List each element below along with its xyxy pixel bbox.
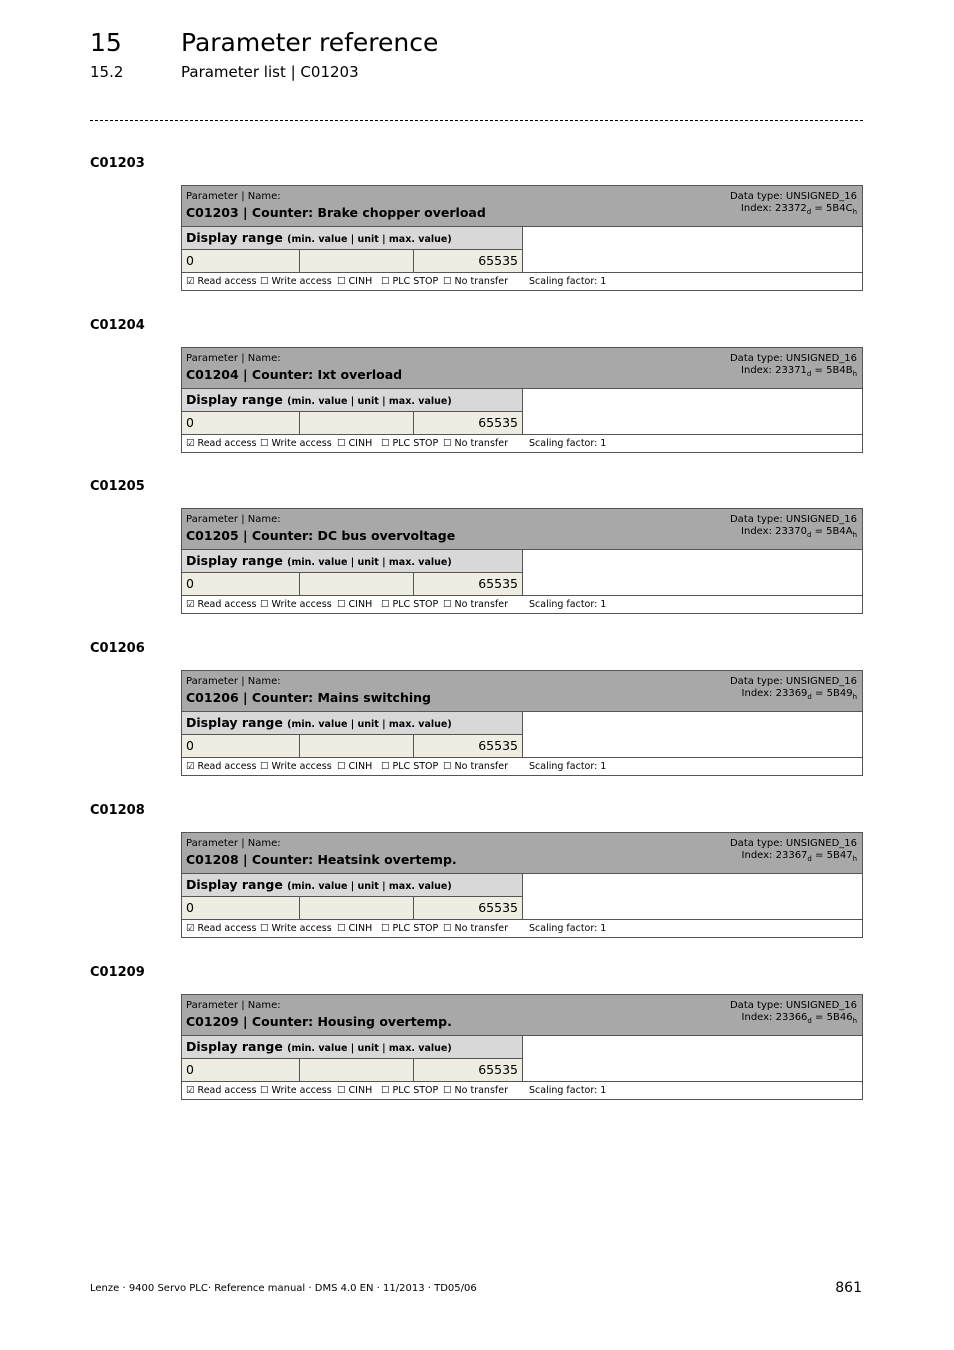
index-info: Index: $23367_d = 5B47_h$ (741, 850, 857, 863)
param-name-label: Parameter | Name: (186, 514, 281, 525)
index-decimal: Index: 23366 (741, 1012, 808, 1023)
parameter-table (181, 508, 863, 614)
plc-stop-flag: ☐ PLC STOP (381, 1085, 439, 1096)
cinh-flag: ☐ CINH (337, 438, 373, 449)
parameter-block (0, 641, 954, 803)
min-value: 0 (182, 250, 300, 272)
parameter-heading: C01206 (90, 641, 145, 656)
index-hex: = 5B4C (811, 203, 853, 214)
display-range-sublabel: (min. value | unit | max. value) (287, 1043, 452, 1054)
data-type: Data type: UNSIGNED_16 (729, 353, 857, 364)
write-access-flag: ☐ Write access (260, 599, 332, 610)
display-range-label: Display range (186, 1039, 283, 1054)
unit-value (300, 250, 414, 272)
index-decimal: Index: 23370 (741, 526, 807, 537)
scaling-factor: Scaling factor: 1 (529, 276, 607, 287)
display-range-sublabel: (min. value | unit | max. value) (287, 557, 452, 568)
cinh-flag: ☐ CINH (337, 761, 373, 772)
parameter-block (0, 965, 954, 1127)
cinh-flag: ☐ CINH (337, 1085, 373, 1096)
index-info: Index: $23366_d = 5B46_h$ (741, 1012, 857, 1025)
param-name-label: Parameter | Name: (186, 353, 281, 364)
write-access-flag: ☐ Write access (260, 761, 332, 772)
scaling-factor: Scaling factor: 1 (529, 923, 607, 934)
index-decimal: Index: 23369 (741, 688, 808, 699)
parameter-header-row (182, 186, 862, 227)
no-transfer-flag: ☐ No transfer (443, 1085, 508, 1096)
max-value: 65535 (414, 735, 523, 757)
parameter-name: C01205 | Counter: DC bus overvoltage (186, 528, 456, 543)
max-value: 65535 (414, 897, 523, 919)
section-title: Parameter list | C01203 (181, 63, 359, 81)
page-number: 861 (835, 1280, 862, 1296)
index-decimal: Index: 23372 (740, 203, 807, 214)
blank-cell (523, 712, 862, 757)
parameter-name: C01208 | Counter: Heatsink overtemp. (186, 852, 457, 867)
min-value: 0 (182, 412, 300, 434)
parameter-name: C01204 | Counter: Ixt overload (186, 367, 403, 382)
no-transfer-flag: ☐ No transfer (443, 438, 508, 449)
data-type: Data type: UNSIGNED_16 (729, 514, 857, 525)
index-hex: = 5B47 (811, 850, 853, 861)
plc-stop-flag: ☐ PLC STOP (381, 923, 439, 934)
display-range-label: Display range (186, 392, 283, 407)
blank-cell (523, 874, 862, 919)
param-name-label: Parameter | Name: (186, 1000, 281, 1011)
write-access-flag: ☐ Write access (260, 1085, 332, 1096)
data-type: Data type: UNSIGNED_16 (729, 676, 857, 687)
blank-cell (523, 389, 862, 434)
parameter-heading: C01205 (90, 479, 145, 494)
parameter-heading: C01203 (90, 156, 145, 171)
display-range-label: Display range (186, 553, 283, 568)
display-range-header (182, 1036, 523, 1059)
read-access-flag: ☑ Read access (186, 1085, 257, 1096)
display-range-header (182, 874, 523, 897)
footer-text: Lenze · 9400 Servo PLC· Reference manual · DMS 4.0 EN · 11/2013 · TD05/06 (90, 1283, 477, 1294)
read-access-flag: ☑ Read access (186, 276, 257, 287)
plc-stop-flag: ☐ PLC STOP (381, 276, 439, 287)
display-range-sublabel: (min. value | unit | max. value) (287, 234, 452, 245)
no-transfer-flag: ☐ No transfer (443, 761, 508, 772)
unit-value (300, 412, 414, 434)
param-name-label: Parameter | Name: (186, 676, 281, 687)
display-range-header (182, 550, 523, 573)
section-number: 15.2 (90, 63, 124, 81)
index-hex: = 5B4A (811, 526, 853, 537)
data-type: Data type: UNSIGNED_16 (729, 838, 857, 849)
parameter-header-row (182, 833, 862, 874)
parameter-header-row (182, 348, 862, 389)
no-transfer-flag: ☐ No transfer (443, 599, 508, 610)
read-access-flag: ☑ Read access (186, 599, 257, 610)
parameter-header-row (182, 671, 862, 712)
write-access-flag: ☐ Write access (260, 438, 332, 449)
max-value: 65535 (414, 573, 523, 595)
parameter-heading: C01208 (90, 803, 145, 818)
index-info: Index: $23369_d = 5B49_h$ (741, 688, 857, 701)
parameter-table (181, 347, 863, 453)
unit-value (300, 897, 414, 919)
cinh-flag: ☐ CINH (337, 599, 373, 610)
parameter-header-row (182, 995, 862, 1036)
parameter-name: C01209 | Counter: Housing overtemp. (186, 1014, 452, 1029)
max-value: 65535 (414, 1059, 523, 1081)
plc-stop-flag: ☐ PLC STOP (381, 761, 439, 772)
display-range-header (182, 712, 523, 735)
read-access-flag: ☑ Read access (186, 923, 257, 934)
plc-stop-flag: ☐ PLC STOP (381, 438, 439, 449)
scaling-factor: Scaling factor: 1 (529, 1085, 607, 1096)
index-decimal: Index: 23367 (741, 850, 808, 861)
unit-value (300, 1059, 414, 1081)
access-flags-row (182, 1081, 862, 1100)
param-name-label: Parameter | Name: (186, 191, 281, 202)
access-flags-row (182, 272, 862, 291)
parameter-name: C01203 | Counter: Brake chopper overload (186, 205, 486, 220)
parameter-header-row (182, 509, 862, 550)
parameter-name: C01206 | Counter: Mains switching (186, 690, 431, 705)
write-access-flag: ☐ Write access (260, 276, 332, 287)
display-range-sublabel: (min. value | unit | max. value) (287, 396, 452, 407)
min-value: 0 (182, 1059, 300, 1081)
index-info: Index: $23371_d = 5B4B_h$ (741, 365, 857, 378)
access-flags-row (182, 757, 862, 776)
index-info: Index: $23370_d = 5B4A_h$ (741, 526, 857, 539)
max-value: 65535 (414, 250, 523, 272)
display-range-header (182, 389, 523, 412)
parameter-block (0, 318, 954, 480)
display-range-header (182, 227, 523, 250)
blank-cell (523, 1036, 862, 1081)
max-value: 65535 (414, 412, 523, 434)
parameter-table (181, 832, 863, 938)
chapter-number: 15 (90, 28, 122, 57)
scaling-factor: Scaling factor: 1 (529, 438, 607, 449)
blank-cell (523, 227, 862, 272)
min-value: 0 (182, 897, 300, 919)
param-name-label: Parameter | Name: (186, 838, 281, 849)
access-flags-row (182, 919, 862, 938)
display-range-sublabel: (min. value | unit | max. value) (287, 719, 452, 730)
parameter-block (0, 803, 954, 965)
index-hex: = 5B46 (811, 1012, 853, 1023)
cinh-flag: ☐ CINH (337, 923, 373, 934)
unit-value (300, 573, 414, 595)
access-flags-row (182, 595, 862, 614)
index-decimal: Index: 23371 (741, 365, 807, 376)
access-flags-row (182, 434, 862, 453)
parameter-table (181, 994, 863, 1100)
no-transfer-flag: ☐ No transfer (443, 923, 508, 934)
parameter-table (181, 670, 863, 776)
parameter-block (0, 156, 954, 318)
parameter-heading: C01204 (90, 318, 145, 333)
read-access-flag: ☑ Read access (186, 761, 257, 772)
parameter-heading: C01209 (90, 965, 145, 980)
min-value: 0 (182, 735, 300, 757)
cinh-flag: ☐ CINH (337, 276, 373, 287)
plc-stop-flag: ☐ PLC STOP (381, 599, 439, 610)
scaling-factor: Scaling factor: 1 (529, 599, 607, 610)
dashed-divider (90, 120, 863, 121)
no-transfer-flag: ☐ No transfer (443, 276, 508, 287)
parameter-table (181, 185, 863, 291)
index-info: Index: $23372_d = 5B4C_h$ (740, 203, 857, 216)
write-access-flag: ☐ Write access (260, 923, 332, 934)
index-hex: = 5B4B (811, 365, 853, 376)
display-range-label: Display range (186, 230, 283, 245)
data-type: Data type: UNSIGNED_16 (729, 1000, 857, 1011)
blank-cell (523, 550, 862, 595)
unit-value (300, 735, 414, 757)
display-range-sublabel: (min. value | unit | max. value) (287, 881, 452, 892)
data-type: Data type: UNSIGNED_16 (729, 191, 857, 202)
parameter-block (0, 479, 954, 641)
display-range-label: Display range (186, 715, 283, 730)
chapter-title: Parameter reference (181, 28, 439, 57)
scaling-factor: Scaling factor: 1 (529, 761, 607, 772)
index-hex: = 5B49 (811, 688, 853, 699)
min-value: 0 (182, 573, 300, 595)
read-access-flag: ☑ Read access (186, 438, 257, 449)
display-range-label: Display range (186, 877, 283, 892)
